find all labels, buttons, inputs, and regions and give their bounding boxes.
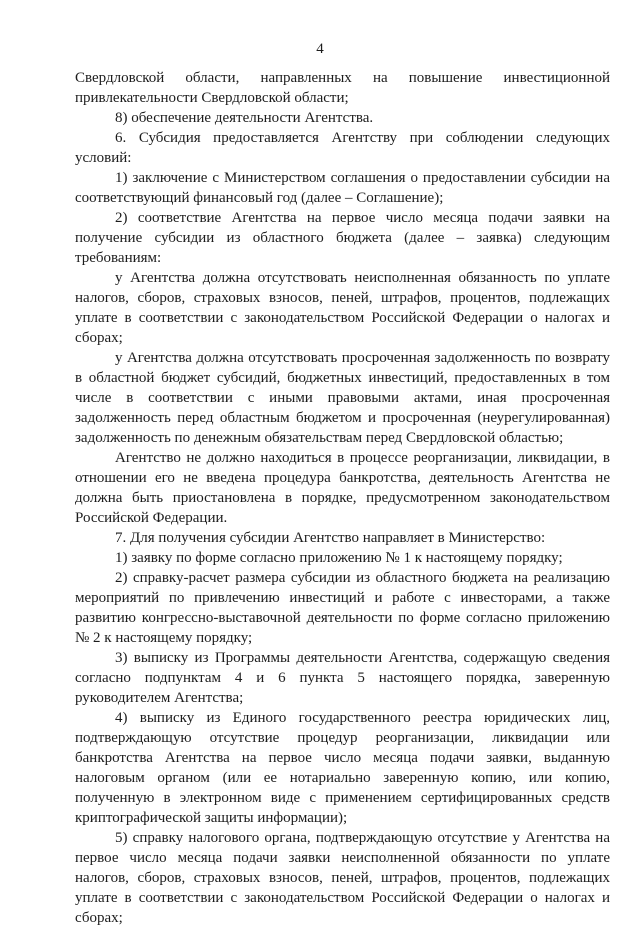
- page-number: 4: [316, 41, 324, 57]
- paragraph-requirement-taxes: у Агентства должна отсутствовать неисполненная обязанность по уплате налогов, сборов, страховых взносов, пеней, штрафов, процентов, подлежащих уплате в соответствии с законодательством Российской Федерации о налогах и сборах;: [75, 270, 610, 346]
- document-body: [75, 68, 610, 928]
- paragraph-document-5: 5) справку налогового органа, подтверждающую отсутствие у Агентства на первое число месяца подачи заявки неисполненной обязанности по уплате налогов, сборов, страховых взносов, пеней, штрафов, процентов, подлежащих уплате в соответствии с законодательством Российской Федерации о налогах и сборах;: [75, 830, 610, 926]
- paragraph-continuation: Свердловской области, направленных на повышение инвестиционной привлекательности Свердловской области;: [75, 70, 610, 106]
- paragraph-requirement-debt: у Агентства должна отсутствовать просроченная задолженность по возврату в областной бюджет субсидий, бюджетных инвестиций, предоставленных в том числе в соответствии с иными правовыми актами, иная просроченная задолженность перед областным бюджетом и просроченная (неурегулированная) задолженность по денежным обязательствам перед Свердловской областью;: [75, 350, 610, 446]
- paragraph-item-8: 8) обеспечение деятельности Агентства.: [115, 110, 374, 126]
- paragraph-document-4: 4) выписку из Единого государственного реестра юридических лиц, подтверждающую отсутствие процедур реорганизации, ликвидации или банкротства Агентства на первое число месяца подачи заявки, выданную налоговым органом (или ее нотариально заверенную копию, или копию, полученную в электронном виде с применением сертифицированных средств криптографической защиты информации);: [75, 710, 610, 826]
- paragraph-condition-1: 1) заключение с Министерством соглашения о предоставлении субсидии на соответствующий финансовый год (далее – Соглашение);: [75, 170, 610, 206]
- paragraph-document-2: 2) справку-расчет размера субсидии из областного бюджета на реализацию мероприятий по привлечению инвестиций и работе с инвесторами, а также развитию конгрессно-выставочной деятельности по форме согласно приложению № 2 к настоящему порядку;: [75, 570, 610, 646]
- paragraph-document-1: 1) заявку по форме согласно приложению № 1 к настоящему порядку;: [115, 550, 563, 566]
- paragraph-requirement-reorganization: Агентство не должно находиться в процессе реорганизации, ликвидации, в отношении его не введена процедура банкротства, деятельность Агентства не должна быть приостановлена в порядке, предусмотренном законодательством Российской Федерации.: [75, 450, 610, 526]
- paragraph-clause-6: 6. Субсидия предоставляется Агентству при соблюдении следующих условий:: [75, 130, 610, 166]
- paragraph-condition-2: 2) соответствие Агентства на первое число месяца подачи заявки на получение субсидии из областного бюджета (далее – заявка) следующим требованиям:: [75, 210, 610, 266]
- paragraph-clause-7: 7. Для получения субсидии Агентство направляет в Министерство:: [115, 530, 546, 546]
- paragraph-document-3: 3) выписку из Программы деятельности Агентства, содержащую сведения согласно подпунктам 4 и 6 пункта 5 настоящего порядка, заверенную руководителем Агентства;: [75, 650, 610, 706]
